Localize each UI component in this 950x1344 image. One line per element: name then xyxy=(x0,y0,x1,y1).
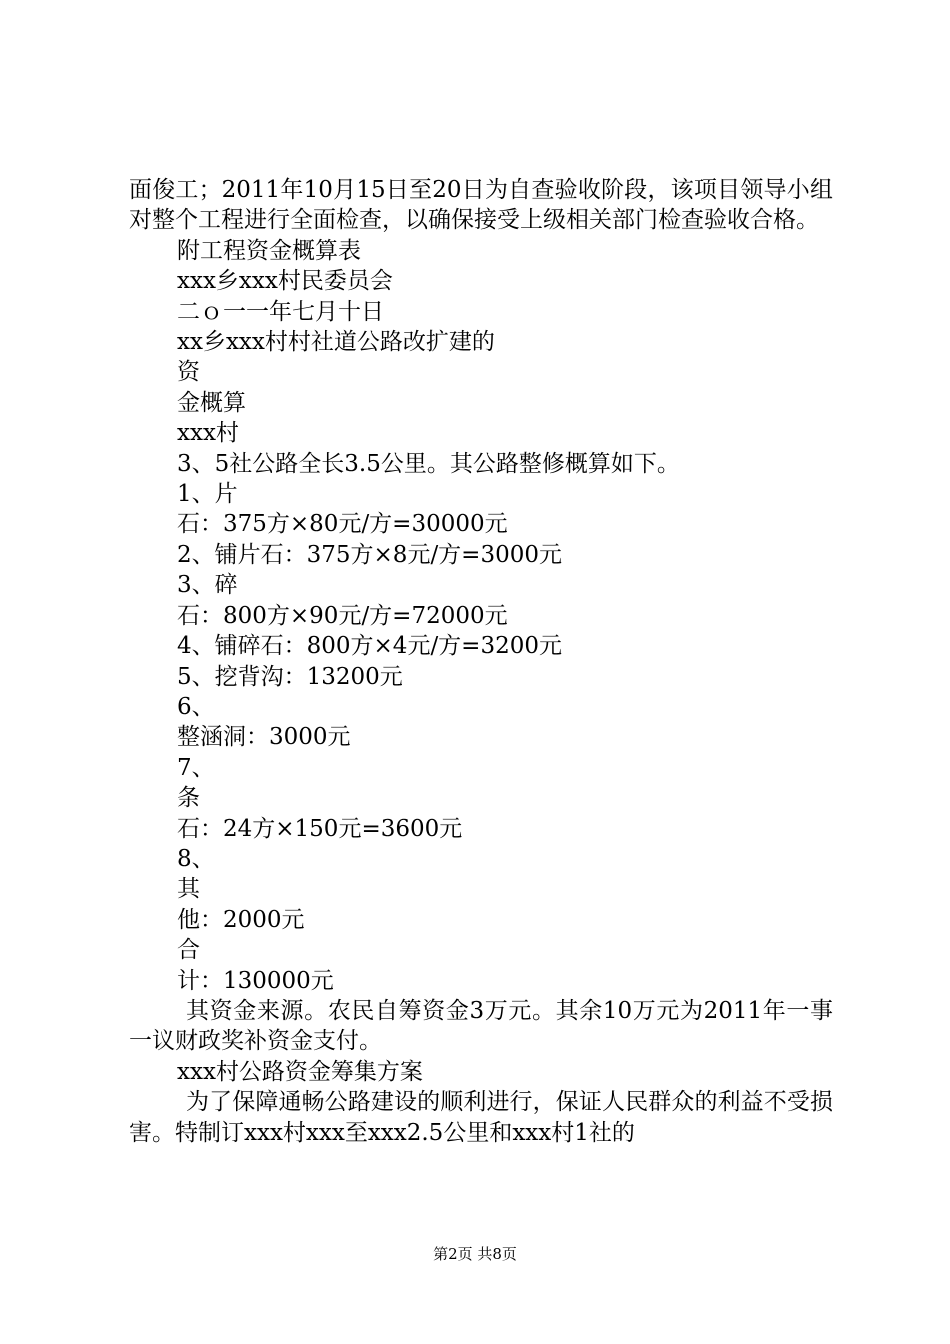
budget-heading-line-3: 金概算 xyxy=(177,389,246,416)
budget-item-6-label: 6、 xyxy=(177,693,215,720)
issuer-name: xxx乡xxx村民委员会 xyxy=(177,268,393,295)
road-summary: 3、5社公路全长3.5公里。其公路整修概算如下。 xyxy=(177,450,680,477)
budget-item-8-label: 8、 xyxy=(177,845,215,872)
budget-item-8-value: 他：2000元 xyxy=(177,906,305,933)
budget-item-1-value: 石：375方×80元/方=30000元 xyxy=(177,511,508,538)
budget-item-3-label: 3、碎 xyxy=(177,572,238,599)
budget-item-7-value: 石：24方×150元=3600元 xyxy=(177,815,463,842)
page-footer: 第2页 共8页 xyxy=(433,1245,517,1263)
budget-heading-line-2: 资 xyxy=(177,359,200,386)
budget-item-5: 5、挖背沟：13200元 xyxy=(177,663,403,690)
funding-plan-paragraph: 为了保障通畅公路建设的顺利进行，保证人民群众的利益不受损害。特制订xxx村xxx至xxx2.5公里和xxx村1社的 xyxy=(129,1089,833,1146)
budget-item-1-label: 1、片 xyxy=(177,481,238,508)
budget-item-4: 4、铺碎石：800方×4元/方=3200元 xyxy=(177,633,562,660)
budget-total-value: 计：130000元 xyxy=(177,967,334,994)
budget-heading-line-1: xx乡xxx村村社道公路改扩建的 xyxy=(177,329,495,356)
budget-item-7-label: 7、 xyxy=(177,754,215,781)
funding-source-paragraph: 其资金来源。农民自筹资金3万元。其余10万元为2011年一事一议财政奖补资金支付。 xyxy=(129,997,833,1055)
paragraph-completion: 面俊工；2011年10月15日至20日为自查验收阶段，该项目领导小组对整个工程进行全面检查，以确保接受上级相关部门检查验收合格。 xyxy=(129,177,833,234)
budget-item-8-label-cont: 其 xyxy=(177,876,200,903)
issue-date: 二ｏ一一年七月十日 xyxy=(177,298,384,325)
budget-item-6-value: 整涵洞：3000元 xyxy=(177,724,351,751)
village-name: xxx村 xyxy=(177,420,239,447)
budget-total-label: 合 xyxy=(177,937,200,964)
budget-item-3-value: 石：800方×90元/方=72000元 xyxy=(177,602,508,629)
budget-item-7-label-cont: 条 xyxy=(177,785,200,812)
budget-item-2: 2、铺片石：375方×8元/方=3000元 xyxy=(177,541,562,568)
funding-plan-title: xxx村公路资金筹集方案 xyxy=(177,1058,423,1085)
appendix-title: 附工程资金概算表 xyxy=(177,237,361,264)
document-body xyxy=(129,175,833,1148)
